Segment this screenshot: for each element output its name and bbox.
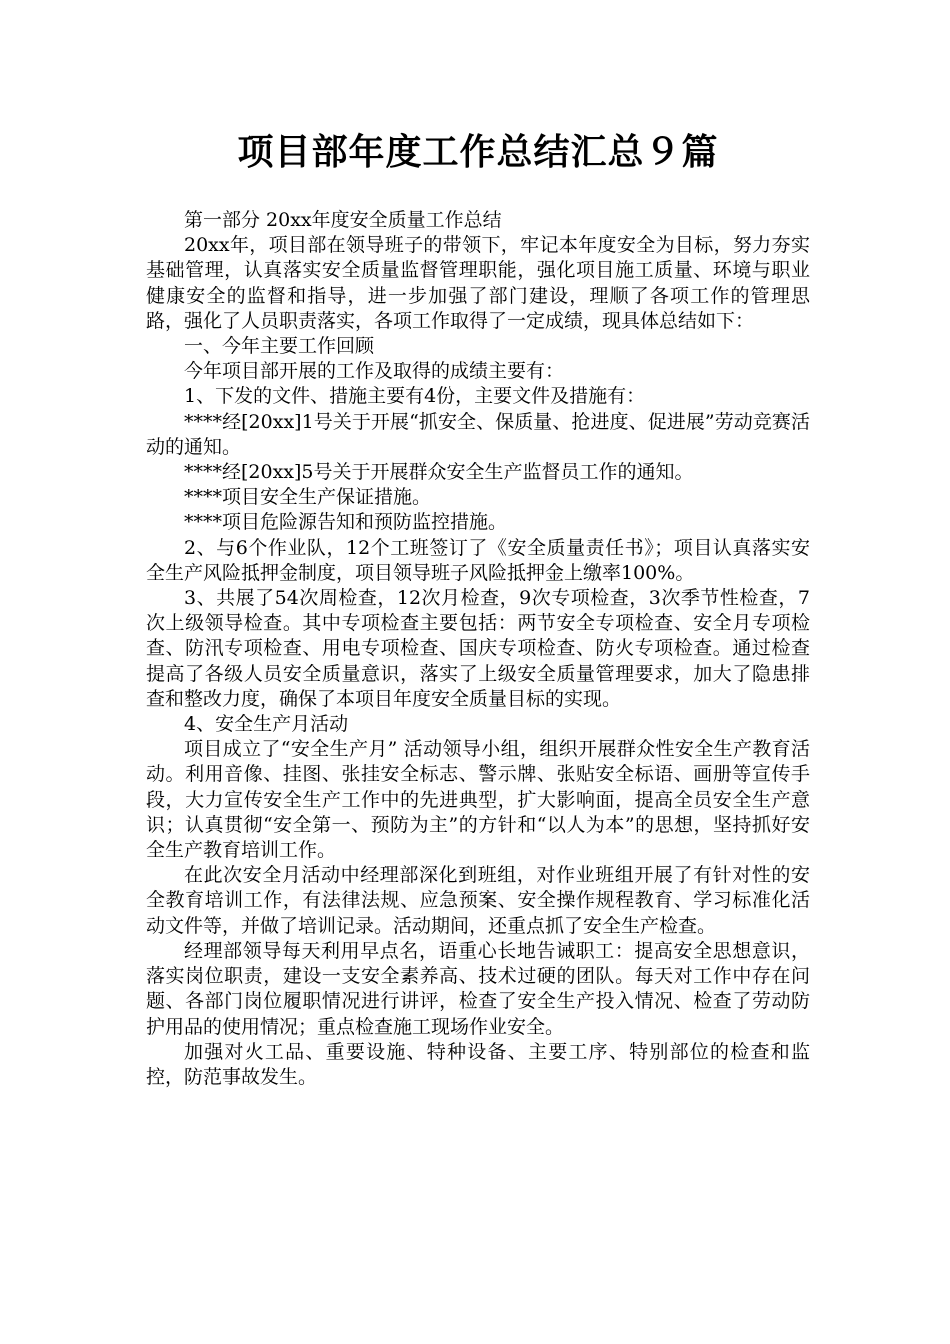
document-title: 项目部年度工作总结汇总９篇 — [237, 132, 719, 173]
paragraph: ****经[20xx]5号关于开展群众安全生产监督员工作的通知。 — [184, 461, 694, 484]
paragraph: 加强对火工品、重要设施、特种设备、主要工序、特别部位的检查和监控，防范事故发生。 — [146, 1040, 810, 1088]
paragraph: ****经[20xx]1号关于开展“抓安全、保质量、抢进度、促进展”劳动竞赛活动的通知。 — [146, 410, 810, 458]
document-body — [146, 208, 810, 1090]
paragraph: ****项目安全生产保证措施。 — [184, 486, 432, 509]
paragraph: 3、共展了54次周检查，12次月检查，9次专项检查，3次季节性检查，7次上级领导检查。其中专项检查主要包括：两节安全专项检查、安全月专项检查、防汛专项检查、用电专项检查、国庆专项检查、防火专项检查。通过检查提高了各级人员安全质量意识，落实了上级安全质量管理要求，加大了隐患排查和整改力度，确保了本项目年度安全质量目标的实现。 — [146, 587, 810, 710]
section-heading: 4、安全生产月活动 — [184, 713, 349, 736]
paragraph: 今年项目部开展的工作及取得的成绩主要有： — [184, 360, 565, 383]
paragraph: 经理部领导每天利用早点名，语重心长地告诫职工：提高安全思想意识，落实岗位职责，建设一支安全素养高、技术过硬的团队。每天对工作中存在问题、各部门岗位履职情况进行讲评，检查了安全生产投入情况、检查了劳动防护用品的使用情况；重点检查施工现场作业安全。 — [146, 939, 810, 1038]
paragraph: 在此次安全月活动中经理部深化到班组，对作业班组开展了有针对性的安全教育培训工作，有法律法规、应急预案、安全操作规程教育、学习标准化活动文件等，并做了培训记录。活动期间，还重点抓了安全生产检查。 — [146, 864, 810, 937]
paragraph: 1、下发的文件、措施主要有4份，主要文件及措施有： — [184, 385, 646, 408]
section-heading: 一、今年主要工作回顾 — [184, 335, 375, 358]
paragraph: 2、与6个作业队，12个工班签订了《安全质量责任书》；项目认真落实安全生产风险抵押金制度，项目领导班子风险抵押金上缴率100%。 — [146, 536, 810, 584]
paragraph: 20xx年，项目部在领导班子的带领下，牢记本年度安全为目标，努力夯实基础管理，认真落实安全质量监督管理职能，强化项目施工质量、环境与职业健康安全的监督和指导，进一步加强了部门建设，理顺了各项工作的管理思路，强化了人员职责落实，各项工作取得了一定成绩，现具体总结如下： — [146, 234, 810, 332]
paragraph: 第一部分 20xx年度安全质量工作总结 — [184, 209, 502, 231]
paragraph: ****项目危险源告知和预防监控措施。 — [184, 511, 508, 534]
paragraph: 项目成立了“安全生产月” 活动领导小组，组织开展群众性安全生产教育活动。利用音像、挂图、张挂安全标志、警示牌、张贴安全标语、画册等宣传手段，大力宣传安全生产工作中的先进典型，扩大影响面，提高全员安全生产意识；认真贯彻“安全第一、预防为主”的方针和“以人为本”的思想，坚持抓好安全生产教育培训工作。 — [146, 738, 810, 862]
